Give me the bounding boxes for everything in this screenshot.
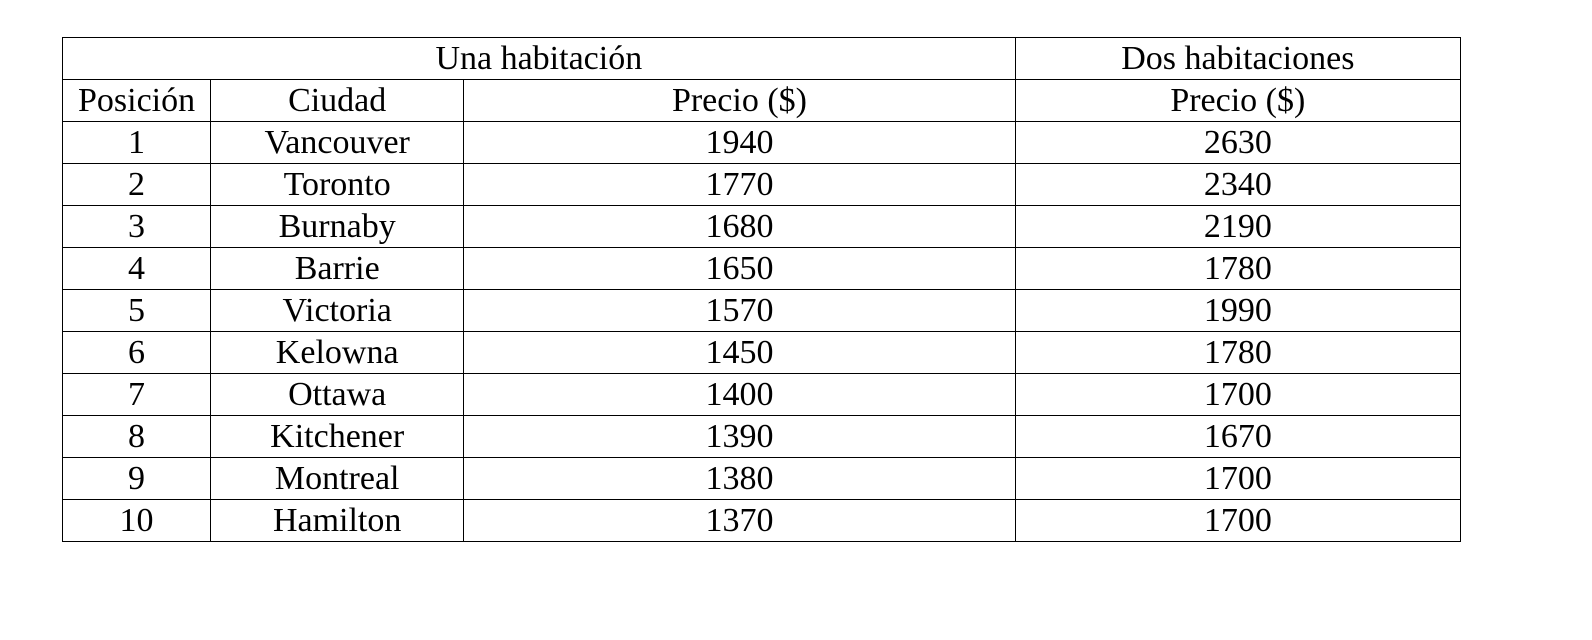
cell-price-one: 1370	[464, 500, 1015, 542]
cell-price-two: 1700	[1015, 500, 1460, 542]
column-header-city: Ciudad	[211, 80, 464, 122]
cell-price-one: 1380	[464, 458, 1015, 500]
cell-city: Ottawa	[211, 374, 464, 416]
cell-price-one: 1570	[464, 290, 1015, 332]
cell-city: Kelowna	[211, 332, 464, 374]
column-header-price-two: Precio ($)	[1015, 80, 1460, 122]
table-header	[63, 38, 1461, 122]
cell-price-two: 1700	[1015, 458, 1460, 500]
table-row	[63, 206, 1461, 248]
cell-price-two: 1780	[1015, 332, 1460, 374]
cell-position: 2	[63, 164, 211, 206]
table-row	[63, 416, 1461, 458]
table-body	[63, 122, 1461, 542]
cell-city: Hamilton	[211, 500, 464, 542]
group-header-one-bedroom: Una habitación	[63, 38, 1016, 80]
column-header-position: Posición	[63, 80, 211, 122]
column-header-price-one: Precio ($)	[464, 80, 1015, 122]
cell-price-two: 1780	[1015, 248, 1460, 290]
cell-price-one: 1770	[464, 164, 1015, 206]
table-row	[63, 248, 1461, 290]
table-row	[63, 500, 1461, 542]
cell-price-two: 1990	[1015, 290, 1460, 332]
cell-price-one: 1680	[464, 206, 1015, 248]
cell-position: 1	[63, 122, 211, 164]
cell-city: Victoria	[211, 290, 464, 332]
cell-position: 7	[63, 374, 211, 416]
cell-city: Vancouver	[211, 122, 464, 164]
cell-position: 9	[63, 458, 211, 500]
group-header-row	[63, 38, 1461, 80]
cell-position: 5	[63, 290, 211, 332]
cell-price-one: 1650	[464, 248, 1015, 290]
table-row	[63, 122, 1461, 164]
cell-price-two: 1700	[1015, 374, 1460, 416]
cell-city: Barrie	[211, 248, 464, 290]
rent-table-container	[62, 37, 1461, 542]
column-header-row	[63, 80, 1461, 122]
cell-position: 10	[63, 500, 211, 542]
table-row	[63, 458, 1461, 500]
table-row	[63, 332, 1461, 374]
cell-price-two: 1670	[1015, 416, 1460, 458]
cell-price-one: 1400	[464, 374, 1015, 416]
cell-city: Montreal	[211, 458, 464, 500]
group-header-two-bedroom: Dos habitaciones	[1015, 38, 1460, 80]
rent-price-table	[62, 37, 1461, 542]
cell-price-two: 2340	[1015, 164, 1460, 206]
cell-price-one: 1390	[464, 416, 1015, 458]
cell-position: 6	[63, 332, 211, 374]
cell-city: Burnaby	[211, 206, 464, 248]
cell-price-two: 2190	[1015, 206, 1460, 248]
cell-price-two: 2630	[1015, 122, 1460, 164]
cell-price-one: 1940	[464, 122, 1015, 164]
cell-position: 4	[63, 248, 211, 290]
cell-position: 8	[63, 416, 211, 458]
cell-price-one: 1450	[464, 332, 1015, 374]
table-row	[63, 164, 1461, 206]
cell-city: Kitchener	[211, 416, 464, 458]
cell-position: 3	[63, 206, 211, 248]
table-row	[63, 374, 1461, 416]
table-row	[63, 290, 1461, 332]
cell-city: Toronto	[211, 164, 464, 206]
